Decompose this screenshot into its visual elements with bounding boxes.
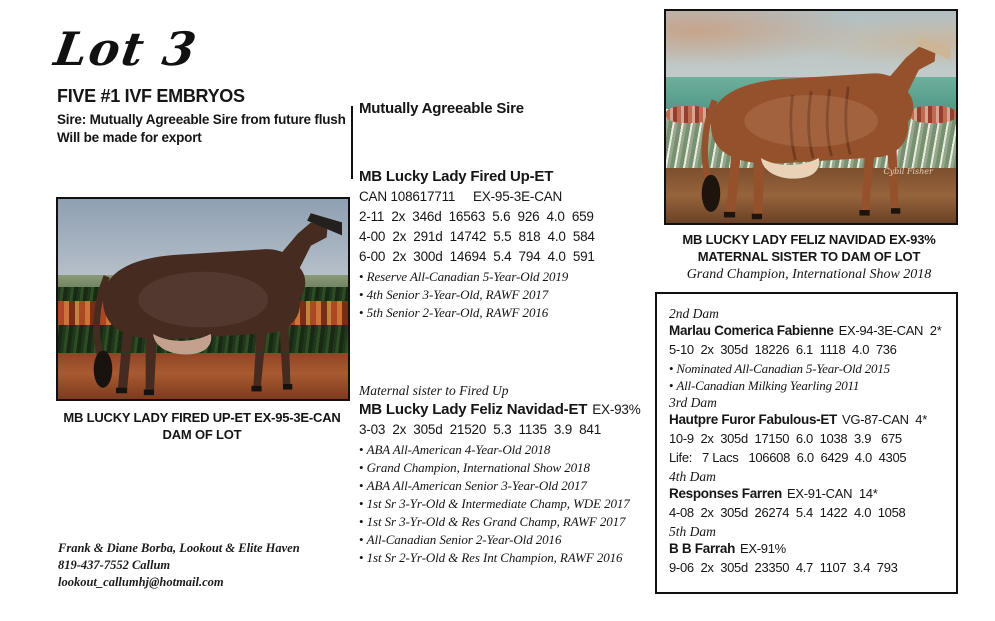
record-row: 4-08 2x 305d 26274 5.4 1422 4.0 1058 [669,505,906,520]
animal-name-line [669,486,946,505]
award-item: • Reserve All-Canadian 5-Year-Old 2019 [359,269,654,287]
animal-name: B B Farrah [669,541,736,556]
cow-illustration [64,211,342,397]
award-item: • 1st Sr 3-Yr-Old & Res Grand Champ, RAWF 2017 [359,514,654,532]
record-row: 3-03 2x 305d 21520 5.3 1135 3.9 841 [359,422,602,437]
dam-caption-name: MB LUCKY LADY FIRED UP-ET EX-95-3E-CAN [63,410,341,425]
award-item: • 5th Senior 2-Year-Old, RAWF 2016 [359,305,654,323]
sister-awards-list [359,442,654,568]
photographer-signature: Cybil Fisher [883,167,933,177]
sister-name-line [359,401,654,422]
cow-illustration [672,24,950,221]
award-item: • 4th Senior 3-Year-Old, RAWF 2017 [359,287,654,305]
awards-list [669,361,946,395]
offering-sire-note: Sire: Mutually Agreeable Sire from future flush [57,112,346,127]
award-item: • Nominated All-Canadian 5-Year-Old 2015 [669,361,946,378]
maternal-line-box [655,292,958,594]
consignor-contact [58,540,300,591]
record-row: 10-9 2x 305d 17150 6.0 1038 3.9 675 [669,431,902,446]
dam-name: MB Lucky Lady Fired Up-ET [359,168,554,185]
dam-caption-role: DAM OF LOT [162,427,242,442]
dam-generation-label: 5th Dam [669,524,716,539]
pedigree-column [359,100,654,568]
sister-photo [664,9,958,225]
record-row: 6-00 2x 300d 14694 5.4 794 4.0 591 [359,249,595,264]
sister-caption-award: Grand Champion, International Show 2018 [686,267,932,282]
dam-generation-label: 4th Dam [669,469,716,484]
sire-name: Mutually Agreeable Sire [359,100,524,117]
animal-name-line [669,412,946,431]
award-item: • ABA All-American Senior 3-Year-Old 2017 [359,478,654,496]
offering-export-note: Will be made for export [57,130,202,145]
dam-awards-list [359,269,654,323]
dam-generation-label: 3rd Dam [669,395,717,410]
dam-photo [56,197,350,401]
record-row: 9-06 2x 305d 23350 4.7 1107 3.4 793 [669,560,898,575]
award-item: • ABA All-American 4-Year-Old 2018 [359,442,654,460]
animal-name: Responses Farren [669,486,782,501]
consignor-phone: 819-437-7552 Callum [58,558,171,572]
sister-photo-caption [640,231,978,284]
offering-block [57,86,357,147]
classification-score: VG-87-CAN 4* [842,412,927,427]
sister-name: MB Lucky Lady Feliz Navidad-ET [359,401,588,418]
award-item: • All-Canadian Senior 2-Year-Old 2016 [359,532,654,550]
pedigree-connector-line [351,106,353,179]
record-row: 2-11 2x 346d 16563 5.6 926 4.0 659 [359,209,594,224]
dam-generation-label: 2nd Dam [669,306,719,321]
animal-name-line [669,541,946,560]
record-row: 4-00 2x 291d 14742 5.5 818 4.0 584 [359,229,595,244]
consignor-names: Frank & Diane Borba, Lookout & Elite Haven [58,541,300,555]
award-item: • 1st Sr 2-Yr-Old & Res Int Champion, RAWF 2016 [359,550,654,568]
consignor-email: lookout_callumhj@hotmail.com [58,575,224,589]
animal-name: Hautpre Furor Fabulous-ET [669,412,838,427]
sister-caption-name: MB LUCKY LADY FELIZ NAVIDAD EX-93% [682,232,936,247]
sister-score: EX-93% [592,402,641,417]
dam-photo-caption [38,409,366,443]
award-item: • Grand Champion, International Show 2018 [359,460,654,478]
award-item: • All-Canadian Milking Yearling 2011 [669,378,946,395]
record-row: 5-10 2x 305d 18226 6.1 1118 4.0 736 [669,342,897,357]
record-row: Life: 7 Lacs 106608 6.0 6429 4.0 4305 [669,450,907,465]
sister-caption-role: MATERNAL SISTER TO DAM OF LOT [697,249,921,264]
animal-name-line [669,323,946,342]
classification-score: EX-91-CAN 14* [787,486,878,501]
sister-note: Maternal sister to Fired Up [359,383,509,398]
offering-heading: FIVE #1 IVF EMBRYOS [57,86,245,106]
animal-name: Marlau Comerica Fabienne [669,323,834,338]
classification-score: EX-94-3E-CAN 2* [838,323,942,338]
lot-number: Lot 3 [50,22,202,76]
award-item: • 1st Sr 3-Yr-Old & Intermediate Champ, WDE 2017 [359,496,654,514]
classification-score: EX-91% [740,541,786,556]
dam-registration: CAN 108617711 EX-95-3E-CAN [359,189,563,204]
